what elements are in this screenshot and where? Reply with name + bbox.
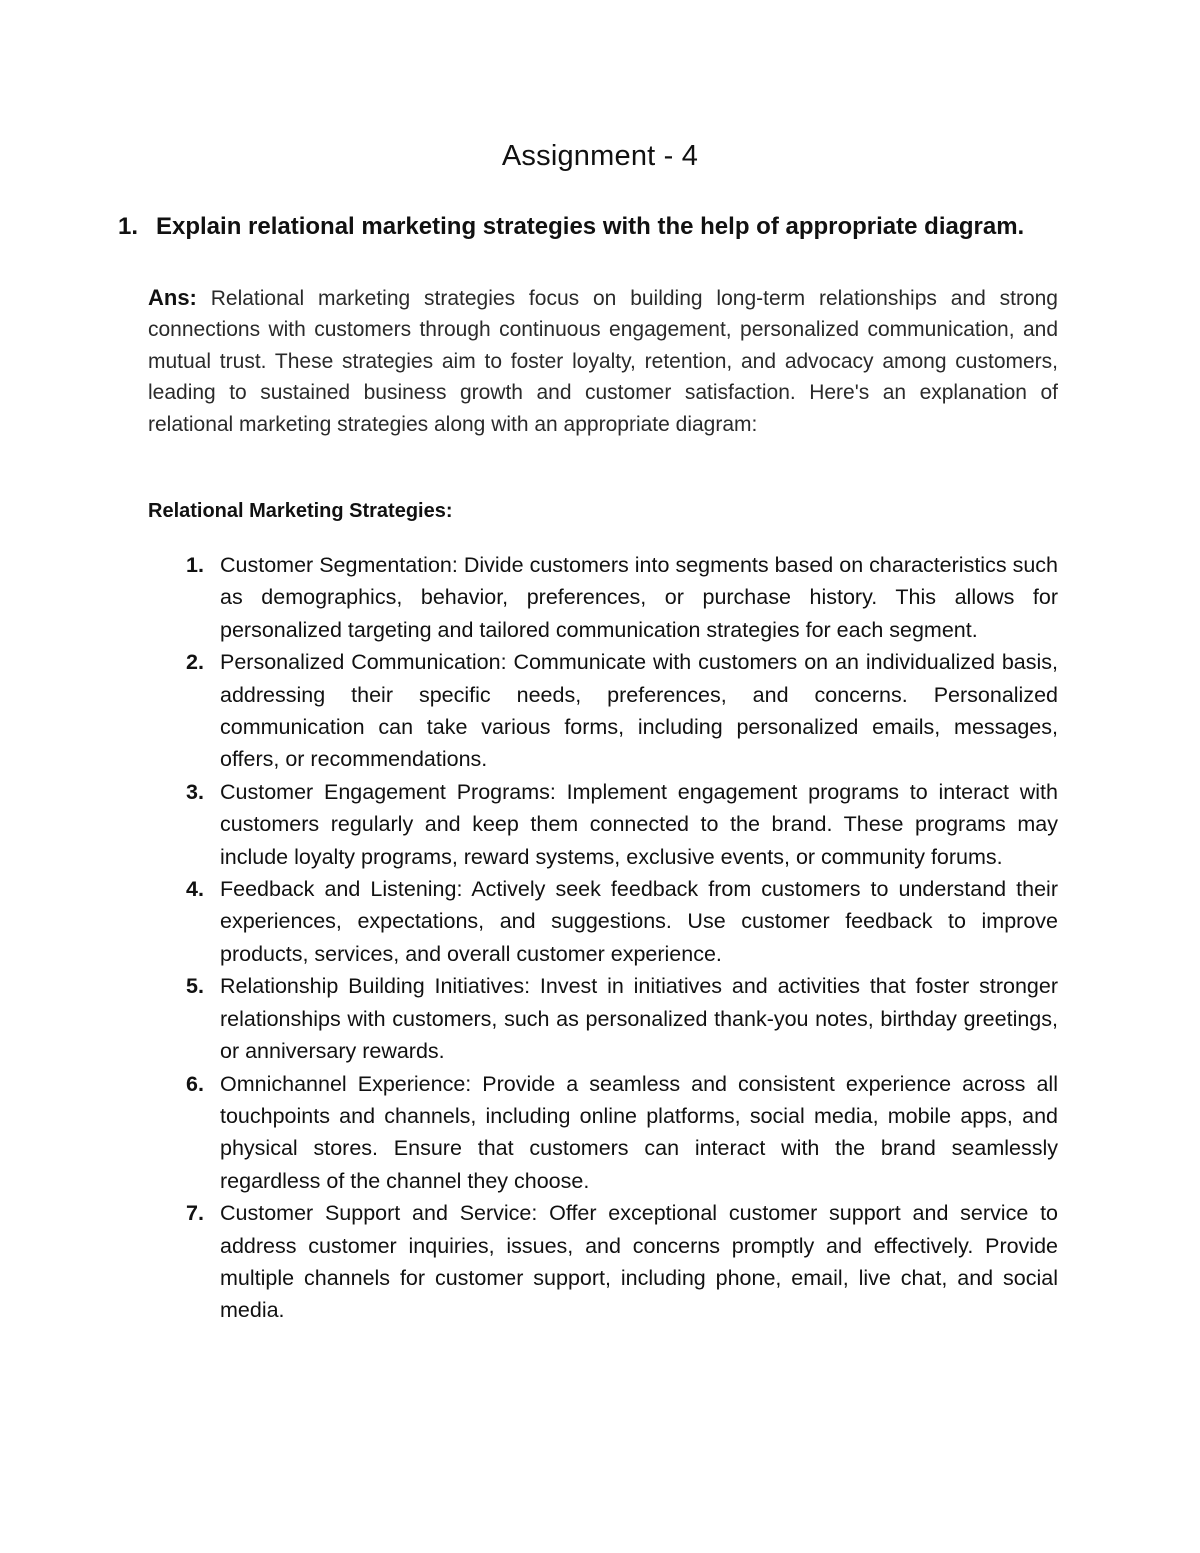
list-item [148, 776, 1058, 873]
list-item-text: Feedback and Listening: Actively seek feedback from customers to understand their experiences, expectations, and suggestions. Use customer feedback to improve products, services, and overall customer experience. [220, 877, 1058, 966]
question-text: Explain relational marketing strategies with the help of appropriate diagram. [156, 213, 1025, 240]
list-item-text: Customer Support and Service: Offer exceptional customer support and service to address customer inquiries, issues, and concerns promptly and effectively. Provide multiple channels for customer support, including phone, email, live chat, and social media. [220, 1201, 1058, 1323]
section-heading: Relational Marketing Strategies: [148, 500, 453, 522]
page-title: Assignment - 4 [501, 140, 699, 172]
list-item [148, 873, 1058, 970]
list-item-number: 7. [186, 1201, 204, 1226]
question [118, 210, 1058, 243]
strategy-list [148, 549, 1058, 1327]
list-item-number: 2. [186, 650, 204, 675]
list-item-number: 1. [186, 553, 204, 577]
list-item [148, 1197, 1058, 1327]
answer-paragraph [148, 282, 1058, 440]
list-item-number: 6. [186, 1071, 204, 1096]
list-item-number: 5. [186, 974, 204, 999]
list-item [148, 970, 1058, 1067]
question-number: 1. [118, 213, 139, 240]
list-item-text: Personalized Communication: Communicate with customers on an individualized basis, addressing their specific needs, preferences, and concerns. Personalized communication can take various forms, including personalized emails, messages, offers, or recommendations. [220, 650, 1058, 772]
list-item-text: Customer Segmentation: Divide customers into segments based on characteristics such as demographics, behavior, preferences, or purchase history. This allows for personalized targeting and tailored communication strategies for each segment. [220, 553, 1058, 642]
list-item-text: Omnichannel Experience: Provide a seamless and consistent experience across all touchpoints and channels, including online platforms, social media, mobile apps, and physical stores. Ensure that customers can interact with the brand seamlessly regardless of the channel they choose. [220, 1071, 1058, 1193]
list-item-text: Customer Engagement Programs: Implement engagement programs to interact with customers regularly and keep them connected to the brand. These programs may include loyalty programs, reward systems, exclusive events, or community forums. [220, 779, 1058, 869]
answer-label: Ans: [148, 285, 197, 310]
list-item-number: 4. [186, 877, 204, 902]
answer-text: Relational marketing strategies focus on building long-term relationships and strong connections with customers through continuous engagement, personalized communication, and mutual trust. These strategies aim to foster loyalty, retention, and advocacy among customers, leading to sustained business growth and customer satisfaction. Here's an explanation of relational marketing strategies along with an appropriate diagram: [148, 287, 1058, 436]
list-item-number: 3. [186, 779, 204, 804]
list-item [148, 646, 1058, 776]
list-item [148, 1068, 1058, 1198]
list-item [148, 549, 1058, 646]
list-item-text: Relationship Building Initiatives: Invest in initiatives and activities that foster stronger relationships with customers, such as personalized thank-you notes, birthday greetings, or anniversary rewards. [220, 974, 1058, 1064]
